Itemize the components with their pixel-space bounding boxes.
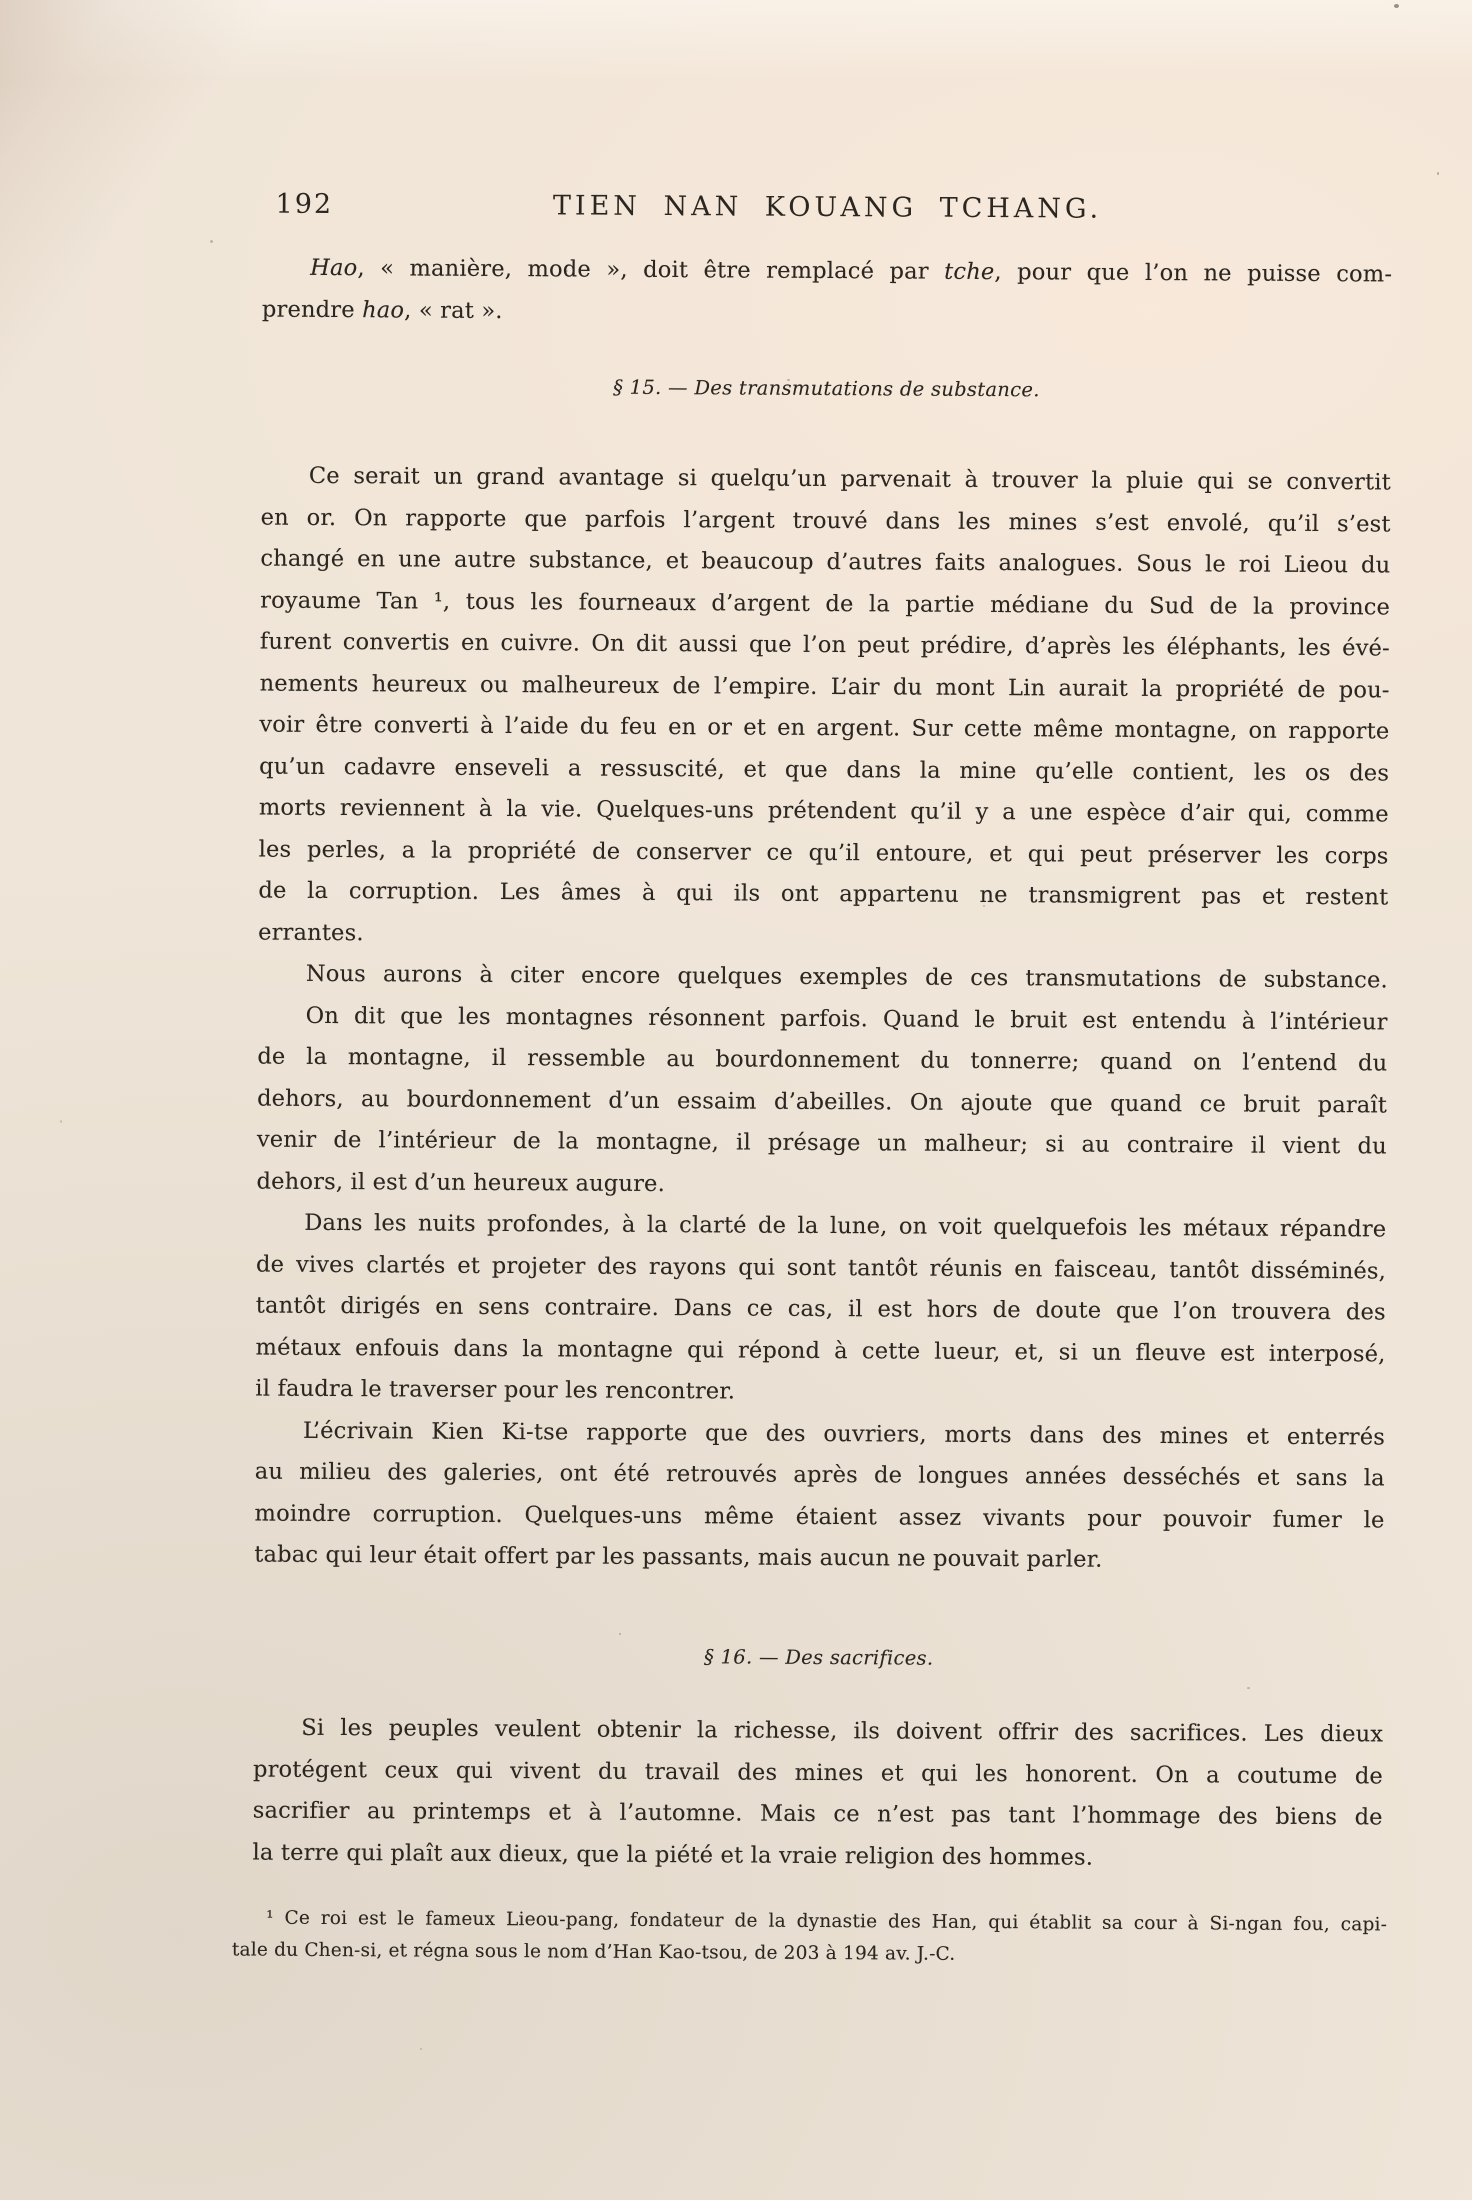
section-15-heading: § 15. — Des transmutations de substance. [613,375,1040,402]
text-line: il faudra le traverser pour les rencontrer. [255,1375,736,1405]
text-line: de vives clartés et projeter des rayons qui sont tantôt réunis en faisceau, tantôt disséminés, [256,1251,1387,1284]
paragraph [255,1203,1386,1417]
text-line: Si les peuples veulent obtenir la richesse, ils doivent offrir des sacrifices. Les dieux [301,1714,1384,1748]
text-line: Nous aurons à citer encore quelques exemples de ces transmutations de substance. [305,960,1388,994]
text-line: royaume Tan ¹, tous les fourneaux d’argent de la partie médiane du Sud de la province [260,587,1391,620]
text-line: dehors, au bourdonnement d’un essaim d’abeilles. On ajoute que quand ce bruit paraît [257,1085,1388,1118]
text-line: qu’un cadavre enseveli a ressuscité, et que dans la mine qu’elle contient, les os des [259,753,1390,786]
footnote-line: tale du Chen-si, et régna sous le nom d’Han Kao-tsou, de 203 à 194 av. J.-C. [231,1939,956,1965]
text-line: la terre qui plaît aux dieux, que la piété et la vraie religion des hommes. [252,1839,1094,1871]
footnote [232,1902,1387,1973]
text-line: protégent ceux qui vivent du travail des mines et qui les honorent. On a coutume de [252,1756,1384,1789]
text-line: tabac qui leur était offert par les passants, mais aucun ne pouvait parler. [254,1541,1103,1573]
paragraph [254,1410,1385,1583]
text-line: Ce serait un grand avantage si quelqu’un parvenait à trouver la pluie qui se convertit [308,462,1391,496]
italic-term: hao [362,296,405,323]
section-16-heading: § 16. — Des sacrifices. [703,1645,934,1670]
page-header [262,189,1392,232]
ink-speck [60,1120,62,1123]
text-line: changé en une autre substance, et beaucoup d’autres faits analogues. Sous le roi Lieou du [260,545,1391,579]
text-line: métaux enfouis dans la montagne qui répond à cette lueur, et, si un fleuve est interposé, [255,1334,1386,1367]
section-15-body [254,456,1391,1583]
text-segment: , pour que l’on ne puisse com- [994,259,1393,288]
paragraph [258,456,1391,961]
paragraph [258,954,1388,1002]
text-line: furent convertis en cuivre. On dit aussi que l’on peut prédire, d’après les éléphants, les évé- [259,628,1390,662]
text-line: sacrifier au printemps et à l’automne. Mais ce n’est pas tant l’hommage des biens de [252,1797,1383,1831]
text-line: dehors, il est d’un heureux augure. [256,1168,666,1197]
text-line: moindre corruption. Quelques-uns même étaient assez vivants pour pouvoir fumer le [254,1500,1385,1533]
paragraph [252,1708,1383,1881]
text-line [262,248,1392,296]
text-line: voir être converti à l’aide du feu en or et en argent. Sur cette même montagne, on rapporte [259,711,1390,745]
text-line: On dit que les montagnes résonnent parfois. Quand le bruit est entendu à l’intérieur [305,1002,1388,1035]
ink-speck [1394,4,1399,8]
text-line: au milieu des galeries, ont été retrouvés après de longues années desséchés et sans la [254,1458,1385,1492]
text-segment: prendre [261,296,363,323]
page-content [231,0,1393,2200]
text-line: de la montagne, il ressemble au bourdonnement du tonnerre; quand on l’entend du [257,1043,1388,1077]
italic-term: tche [944,258,995,286]
paragraph [256,995,1387,1209]
text-line [262,289,1392,337]
text-line: L’écrivain Kien Ki-tse rapporte que des ouvriers, morts dans des mines et enterrés [303,1417,1386,1450]
ink-speck [210,240,213,243]
text-line: errantes. [258,919,364,946]
text-line: en or. On rapporte que parfois l’argent trouvé dans les mines s’est envolé, qu’il s’est [260,504,1391,537]
footnote-line: ¹ Ce roi est le fameux Lieou-pang, fondateur de la dynastie des Han, qui établit sa cour à Si-ngan fou, capi- [266,1907,1388,1936]
ink-speck [1437,172,1439,175]
page-number: 192 [275,188,334,220]
text-segment: , « rat ». [404,296,503,324]
text-line: les perles, a la propriété de conserver ce qu’il entoure, et qui peut préserver les corps [258,836,1389,869]
text-line: venir de l’intérieur de la montagne, il présage un malheur; si au contraire il vient du [256,1126,1387,1160]
text-line: tantôt dirigés en sens contraire. Dans ce cas, il est hors de doute que l’on trouvera des [255,1292,1386,1326]
text-line: Dans les nuits profondes, à la clarté de la lune, on voit quelquefois les métaux répandre [304,1209,1387,1243]
text-line: de la corruption. Les âmes à qui ils ont appartenu ne transmigrent pas et restent [258,877,1389,911]
intro-paragraph [262,248,1392,338]
text-segment: , « manière, mode », doit être remplacé par [357,255,945,285]
running-title: TIEN NAN KOUANG TCHANG. [552,190,1103,225]
section-16-body [252,1708,1383,1881]
italic-term: Hao [310,254,358,282]
text-line: morts reviennent à la vie. Quelques-uns prétendent qu’il y a une espèce d’air qui, comme [258,794,1389,828]
text-line: nements heureux ou malheureux de l’empire. L’air du mont Lin aurait la propriété de pou- [259,670,1390,703]
